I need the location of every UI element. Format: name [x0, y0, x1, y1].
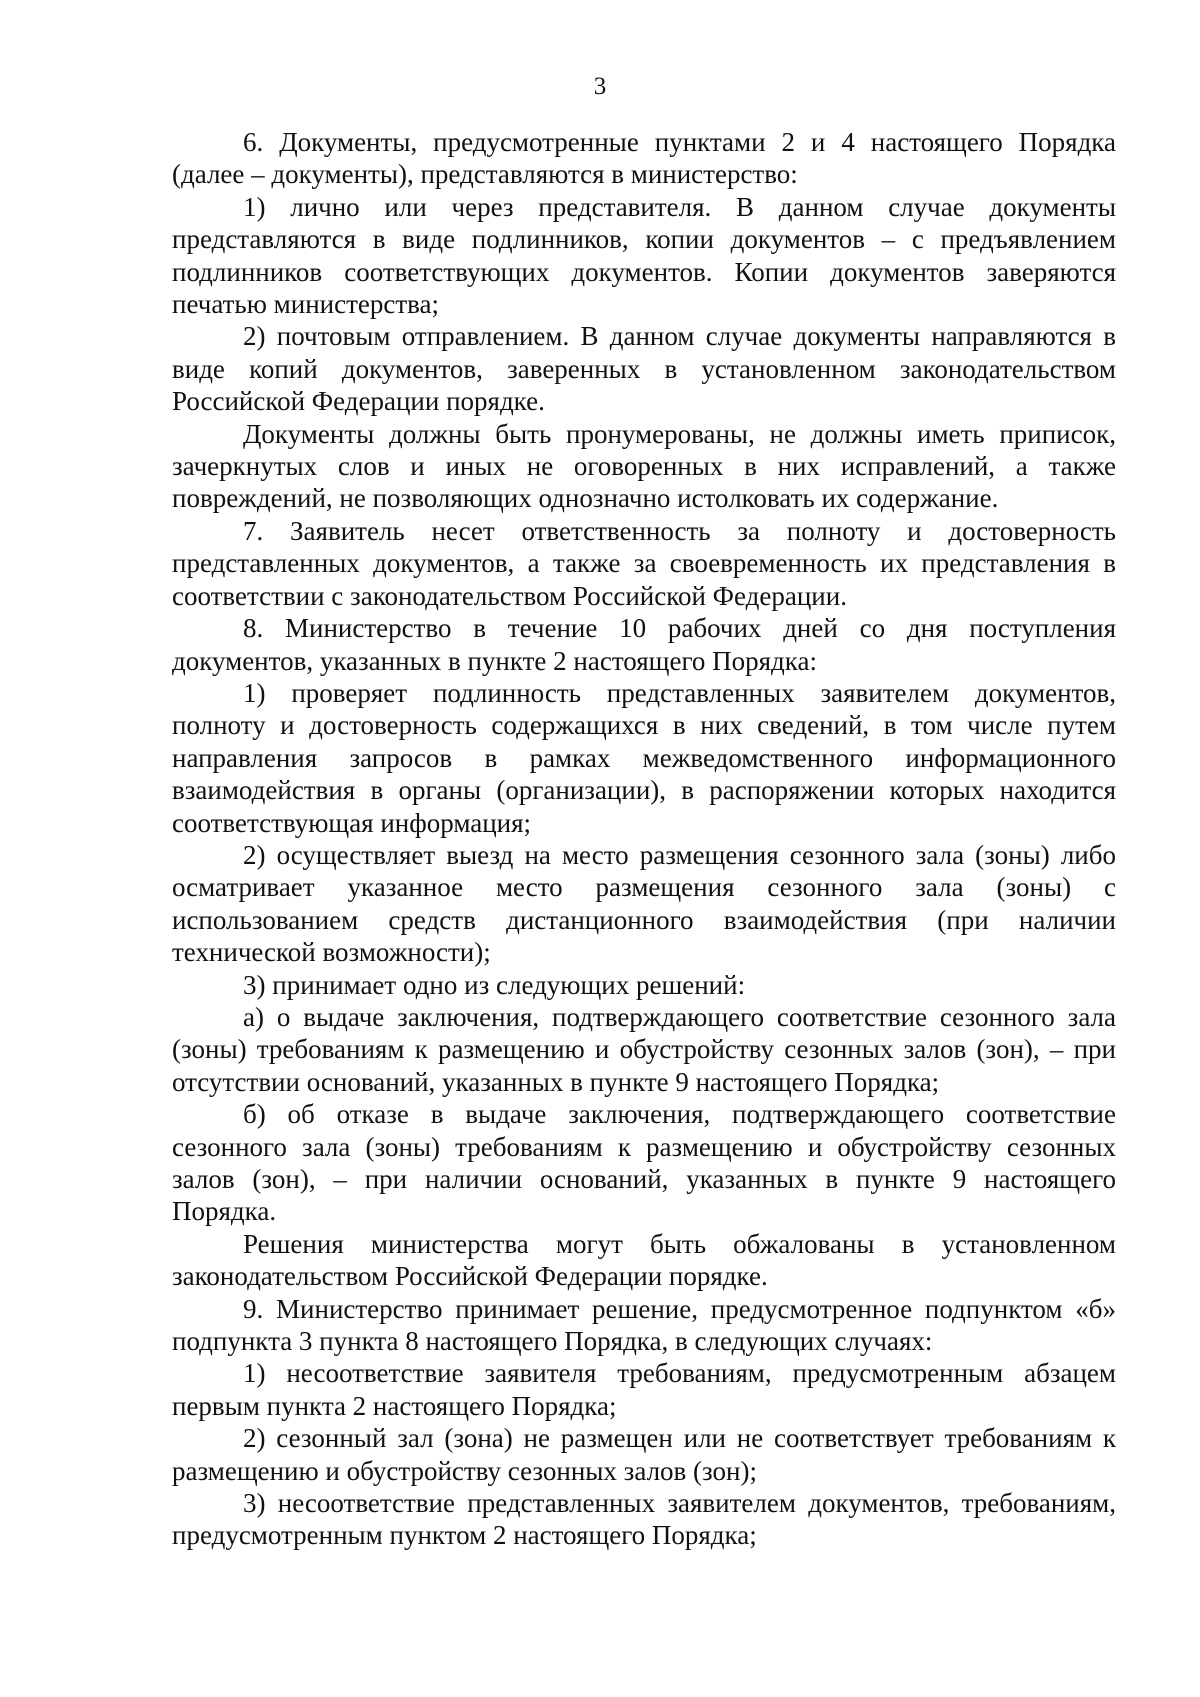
paragraph-6-requirements: Документы должны быть пронумерованы, не должны иметь приписок, зачеркнутых слов и иных не оговоренных в них исправлений, а также повреждений, не позволяющих однозначно истолковать их содержание.: [172, 418, 1116, 514]
paragraph-9-item-1: 1) несоответствие заявителя требованиям, предусмотренным абзацем первым пункта 2 настоящего Порядка;: [172, 1358, 1116, 1421]
paragraph-9-item-2: 2) сезонный зал (зона) не размещен или не соответствует требованиям к размещению и обустройству сезонных залов (зон);: [172, 1423, 1116, 1486]
paragraph-8-item-1: 1) проверяет подлинность представленных заявителем документов, полноту и достоверность содержащихся в них сведений, в том числе путем направления запросов в рамках межведомственного информационного взаимодействия в органы (организации), в распоряжении которых находится соответствующая информация;: [172, 677, 1116, 838]
document-body: [172, 126, 1116, 1552]
paragraph-6-item-2: 2) почтовым отправлением. В данном случае документы направляются в виде копий документов, заверенных в установленном законодательством Российской Федерации порядке.: [172, 321, 1116, 417]
page-number: 3: [593, 73, 607, 100]
paragraph-8-item-3: 3) принимает одно из следующих решений:: [243, 969, 746, 1000]
paragraph-9-item-3: 3) несоответствие представленных заявителем документов, требованиям, предусмотренным пунктом 2 настоящего Порядка;: [172, 1488, 1116, 1551]
paragraph-8-item-3a: а) о выдаче заключения, подтверждающего соответствие сезонного зала (зоны) требованиям к размещению и обустройству сезонных залов (зон), – при отсутствии оснований, указанных в пункте 9 настоящего Порядка;: [172, 1001, 1116, 1097]
paragraph-8-item-2: 2) осуществляет выезд на место размещения сезонного зала (зоны) либо осматривает указанное место размещения сезонного зала (зоны) с использованием средств дистанционного взаимодействия (при наличии технической возможности);: [172, 839, 1116, 968]
paragraph-8: 8. Министерство в течение 10 рабочих дней со дня поступления документов, указанных в пункте 2 настоящего Порядка:: [172, 613, 1116, 676]
paragraph-8-appeal: Решения министерства могут быть обжалованы в установленном законодательством Российской Федерации порядке.: [172, 1228, 1116, 1292]
paragraph-8-item-3b: б) об отказе в выдаче заключения, подтверждающего соответствие сезонного зала (зоны) требованиям к размещению и обустройству сезонных залов (зон), – при наличии оснований, указанных в пункте 9 настоящего Порядка.: [172, 1099, 1116, 1227]
paragraph-9: 9. Министерство принимает решение, предусмотренное подпунктом «б» подпункта 3 пункта 8 настоящего Порядка, в следующих случаях:: [172, 1293, 1116, 1357]
paragraph-7: 7. Заявитель несет ответственность за полноту и достоверность представленных документов, а также за своевременность их представления в соответствии с законодательством Российской Федерации.: [172, 515, 1116, 611]
paragraph-6: 6. Документы, предусмотренные пунктами 2 и 4 настоящего Порядка (далее – документы), представляются в министерство:: [172, 127, 1116, 190]
paragraph-6-item-1: 1) лично или через представителя. В данном случае документы представляются в виде подлинников, копии документов – с предъявлением подлинников соответствующих документов. Копии документов заверяются печатью министерства;: [172, 191, 1116, 320]
